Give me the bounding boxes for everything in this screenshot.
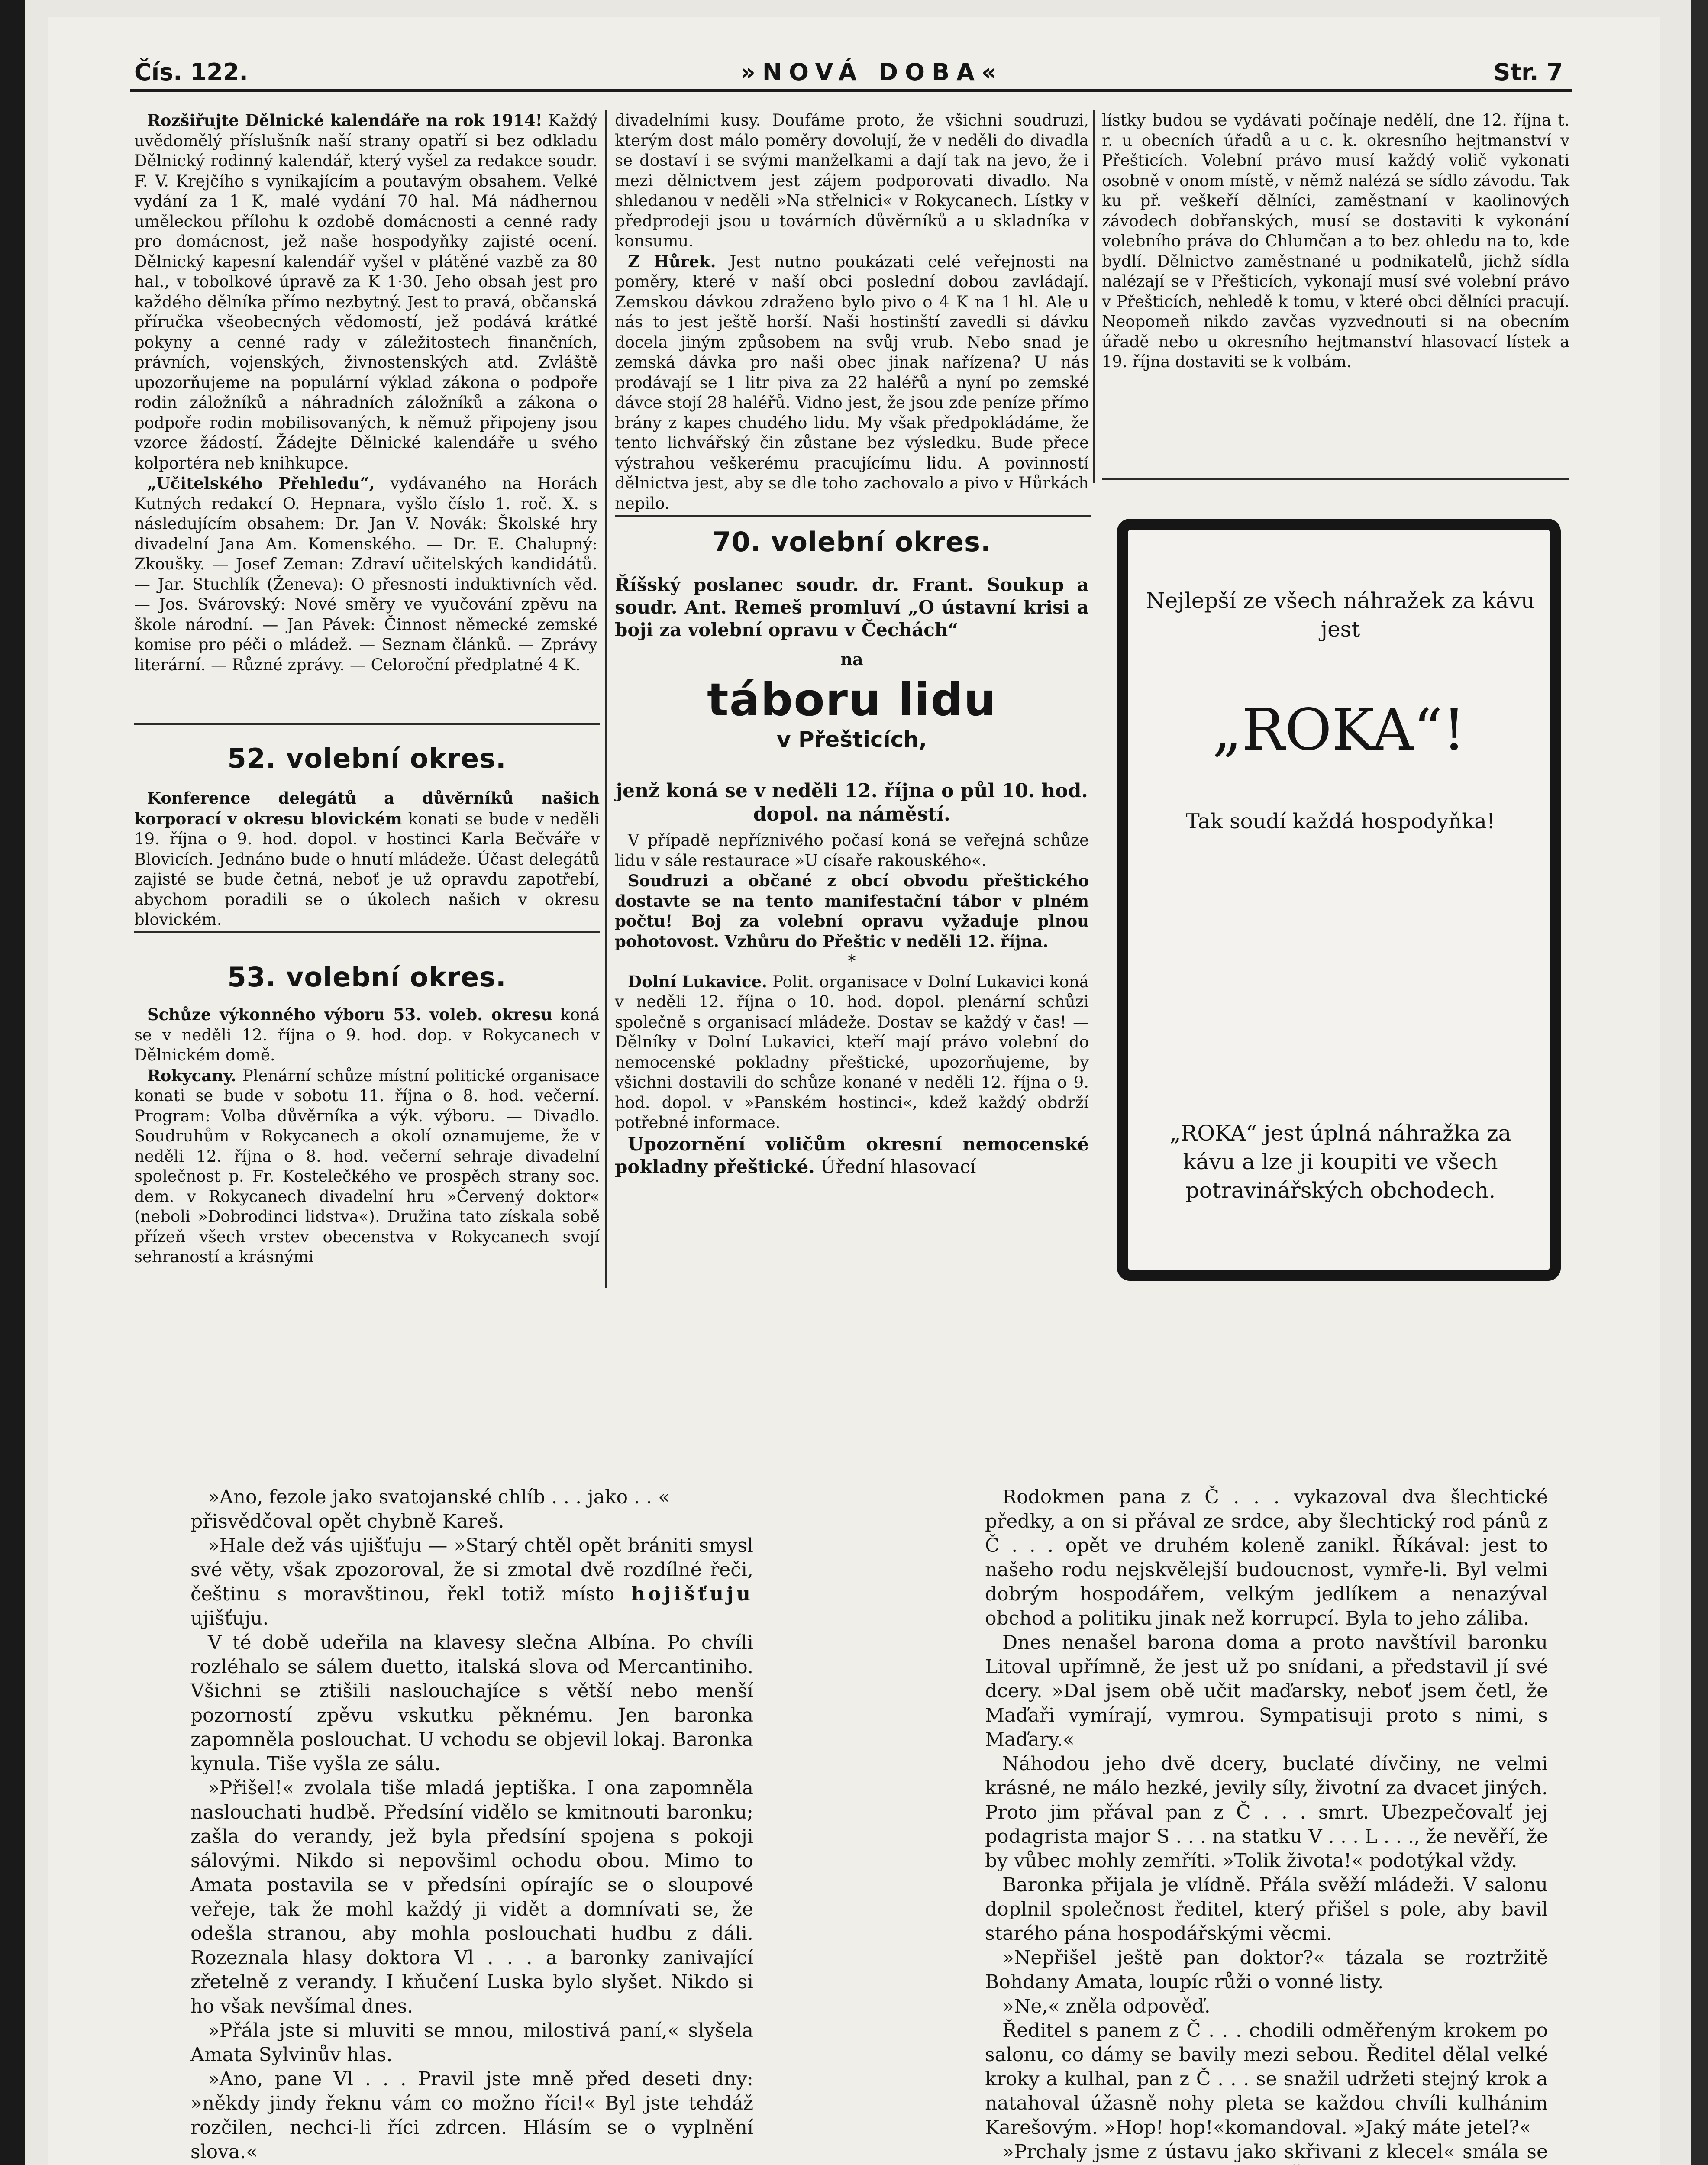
story-left-p2-end: ujišťuju. xyxy=(190,1607,269,1629)
section-52-text: konati se bude v neděli 19. října o 9. hod. dopol. v hostinci Karla Bečváře v Blovicích. Jednáno bude o hnutí mládeže. Účast delegátů zajisté se bude četná, neboť je už opravdu zapotřebí, abychom poradili se o úkolech našich v okresu blovickém. xyxy=(134,809,600,929)
scan-edge-right xyxy=(1691,0,1708,2165)
notice-text: Úřední hlasovací xyxy=(820,1156,976,1177)
separator-star: * xyxy=(848,952,856,970)
column-rule-1 xyxy=(605,110,607,1288)
section-53-text: koná se v neděli 12. října o 9. hod. dop. v Rokycanech v Dělnickém domě. xyxy=(134,1005,600,1064)
rokycany-text: Plenární schůze místní politické organisace konati se bude v sobotu 11. října o 8. hod. večerní. Program: Volba důvěrníka a výk. výboru. — Divadlo. Soudruhům v Rokycanech a okolí oznamujeme, že v neděli 12. října o 8. hod. večerní sehraje divadelní společnost p. Fr. Kostelečkého ve prospěch strany soc. dem. v Rokycanech divadelní hru »Červený doktor« (neboli »Dobrodinci lidstva«). Družina tato získala sobě přízeň všech vrstev obecenstva v Rokycanech svojí sehraností a krásnými xyxy=(134,1066,600,1266)
section-53-heading: Schůze výkonného výboru 53. voleb. okresu xyxy=(147,1005,552,1024)
theatre-continuation: divadelními kusy. Doufáme proto, že všichni soudruzi, kterým dost málo poměry dovolují, že v neděli do divadla se dostaví i se svými manželkami a dají tak na jevo, že i mezi dělnictvem jest zájem podporovati divadlo. Na shledanou v neděli »Na střelnici« v Rokycanech. Lístky v předprodeji jsou u továrních důvěrníků a u skladníka v konsumu. xyxy=(615,111,1089,250)
column-1-notices xyxy=(134,110,597,717)
story-left-p2-spaced: hojišťuju xyxy=(631,1583,753,1605)
rally-appeal: Soudruzi a občané z obcí obvodu přeštického dostavte se na tento manifestační tábor v plném počtu! Boj za volební opravu vyžaduje plnou pohotovost. Vzhůru do Přeštic v neděli 12. října. xyxy=(615,871,1089,951)
ad-top-text: Nejlepší ze všech náhražek za kávu jest xyxy=(1146,588,1535,642)
story-left-p1b: přisvědčoval opět chybně Kareš. xyxy=(190,1510,504,1532)
story-left-p6: »Ano, pane Vl . . . Pravil jste mně před deseti dny: »někdy jindy řeknu vám co možno říci!« Byl jste tehdáž rozčilen, nechci-li říci zdrcen. Hlásím se o vyplnění slova.« xyxy=(190,2068,753,2163)
calendar-text: Každý uvědomělý příslušník naší strany opatří si bez odkladu Dělnický rodinný kalendář, který vyšel za redakce soudr. F. V. Krejčího s vynikajícím a poutavým obsahem. Velké vydání za 1 K, malé vydání 70 hal. Má nádhernou uměleckou přílohu k ozdobě domácnosti a cenné rady pro domácnost, jež naše hospodyňky zajisté ocení. Dělnický kapesní kalendář vyšel v plátěné vazbě za 80 hal., v tobolkové úpravě za K 1·30. Jeho obsah jest pro každého dělníka přímo nezbytný. Jest to pravá, občanská příručka všeobecných vědomostí, jež podává krátké pokyny a cenné rady v záležitostech finančních, právních, vojenských, živnostenských atd. Zvláště upozorňujeme na populární výklad zákona o podpoře rodin záložníků a náhradních záložníků a zákona o podpoře rodin mobilisovaných, k němuž připojeny jsou vzorce žádostí. Žádejte Dělnické kalendáře u svého kolportéra neb knihkupce. xyxy=(134,111,597,472)
calendar-heading: Rozšiřujte Dělnické kalendáře na rok 1914! xyxy=(147,111,542,130)
ad-bottom-text: „ROKA“ jest úplná náhražka za kávu a lze ji koupiti ve všech potravinářských obchodech. xyxy=(1169,1121,1511,1203)
story-left-p5: »Přála jste si mluviti se mnou, milostivá paní,« slyšela Amata Sylvinův hlas. xyxy=(190,2020,753,2066)
story-left-p1: »Ano, fezole jako svatojanské chlíb . . . jako . . « xyxy=(208,1486,670,1508)
section-rule-53 xyxy=(134,931,600,933)
section-53-title: 53. volební okres. xyxy=(227,961,507,993)
story-right-p6: »Ne,« zněla odpověď. xyxy=(1002,1995,1211,2017)
section-70-intro: Říšský poslanec soudr. dr. Frant. Soukup a soudr. Ant. Remeš promluví „O ústavní krisi a boji za volební opravu v Čechách“ xyxy=(615,574,1089,640)
section-52-title: 52. volební okres. xyxy=(227,743,507,774)
lukavice-heading: Dolní Lukavice. xyxy=(628,972,768,991)
rally-na: na xyxy=(840,650,863,669)
column-rule-2 xyxy=(1093,110,1095,483)
scan-edge-left xyxy=(0,0,25,2165)
rally-place: v Přešticích, xyxy=(776,727,927,752)
story-right-p2: Dnes nenašel barona doma a proto navštívil baronku Litoval upřímně, že jest už po snídani, a představil jí své dcery. »Dal jsem obě učit maďarsky, neboť jsem četl, že Maďaři vymírají, vymrou. Sympatisuji proto s nimi, s Maďary.« xyxy=(985,1632,1548,1751)
column-2-notices xyxy=(615,110,1089,514)
rally-banner xyxy=(615,673,1089,752)
section-rule-70 xyxy=(615,515,1091,517)
story-right-p3: Náhodou jeho dvě dcery, buclaté dívčiny, ne velmi krásné, ne málo hezké, jevily síly, životní za dvacet jiných. Proto jim přával pan z Č . . . smrt. Ubezpečovalť jej podagrista major S . . . na statku V . . . L . . ., že nevěří, že by vůbec mohly zemříti. »Tolik života!« podotýkal vždy. xyxy=(985,1753,1548,1872)
notice-heading: Upozornění voličům okresní nemocenské pokladny přeštické. xyxy=(615,1133,1089,1177)
rally-weather: V případě nepříznivého počasí koná se veřejná schůze lidu v sále restaurace »U císaře rakouského«. xyxy=(615,831,1089,870)
feuilleton-right xyxy=(985,1485,1548,2165)
issue-number: Čís. 122. xyxy=(134,58,248,86)
newspaper-title: »NOVÁ DOBA« xyxy=(740,58,1004,86)
lukavice-text: Polit. organisace v Dolní Lukavici koná v neděli 12. října o 10. hod. dopol. plenární schůzi společně s organisací mládeže. Dostav se každý v čas! — Dělníky v Dolní Lukavici, kteří mají právo volební do nemocenské pokladny přeštické, upozorňujeme, by všichni dostavili do schůze konané v neděli 12. října o 9. hod. dopol. v »Panském hostinci«, kdež každý obdrží potřebné informace. xyxy=(615,972,1089,1132)
rokycany-heading: Rokycany. xyxy=(147,1066,237,1085)
col3-end-rule xyxy=(1102,478,1569,480)
header-rule xyxy=(130,89,1572,92)
rally-when: jenž koná se v neděli 12. října o půl 10. hod. dopol. na náměstí. xyxy=(616,780,1088,825)
section-70-body xyxy=(615,779,1089,1178)
story-right-p5: »Nepřišel ještě pan doktor?« tázala se roztržitě Bohdany Amata, loupíc růži o vonné listy. xyxy=(985,1947,1548,1993)
section-70-title: 70. volební okres. xyxy=(712,526,991,558)
story-right-p7: Ředitel s panem z Č . . . chodili odměřeným krokem po salonu, co dámy se bavily mezi sebou. Ředitel dělal velké kroky a kulhal, pan z Č . . . se snažil udržeti stejný krok a natahoval úžasně nohy pleta se každou chvíli kulhánim Karešovým. »Hop! hop!«komandoval. »Jaký máte jetel?« xyxy=(985,2020,1548,2139)
feuilleton-left xyxy=(190,1485,753,2165)
section-rule-52 xyxy=(134,723,600,725)
ucitelsky-prehled-heading: „Učitelského Přehledu“, xyxy=(147,474,375,493)
section-52-body xyxy=(134,788,600,930)
story-right-p4: Baronka přijala je vlídně. Přála svěží mládeži. V salonu doplnil společnost ředitel, který přišel s pole, aby bavil starého pána hospodářskými věcmi. xyxy=(985,1874,1548,1945)
roka-advertisement xyxy=(1117,519,1561,1281)
page-number: Str. 7 xyxy=(1493,58,1563,86)
ad-brand: „ROKA“! xyxy=(1212,697,1466,763)
story-left-p4: »Přišel!« zvolala tiše mladá jeptiška. I ona zapomněla naslouchati hudbě. Předsíní vidělo se kmitnouti baronku; zašla do verandy, jež byla předsíní spojena s pokoji sálovými. Nikdo si nepovšiml ochodu obou. Mimo to Amata postavila se v předsíni opírajíc se o sloupové veřeje, tak že mohl každý ji vidět a domnívati se, že odešla stranou, aby mohla poslouchati hudbu z dáli. Rozeznala hlasy doktora Vl . . . a baronky zanivající zřetelně z verandy. I kňučení Luska bylo slyšet. Nikdo si ho však nevšímal dnes. xyxy=(190,1777,753,2017)
section-52-heading: Konference delegátů a důvěrníků našich korporací v okresu blovickém xyxy=(134,788,600,828)
story-left-p2: »Hale dež vás ujišťuju — »Starý chtěl opět brániti smysl své věty, však zpozoroval, že si zmotal dvě rozdílné řeči, češtinu s moravštinou, řekl totiž místo xyxy=(190,1535,753,1605)
story-right-p8: »Prchaly jsme z ústavu jako skřivani z klecel« smála se xyxy=(1002,2141,1548,2163)
rally-title: táboru lidu xyxy=(707,673,997,726)
story-right-p1: Rodokmen pana z Č . . . vykazoval dva šlechtické předky, a on si přával ze srdce, aby šlechtický rod pánů z Č . . . opět ve druhém koleně zanikl. Říkával: jest to našeho rodu nejskvělejší budoucnost, vymře-li. Byl velmi dobrým hospodářem, velkým jedlíkem a nenazýval obchod a politiku jinak než korrupcí. Byla to jeho záliba. xyxy=(985,1486,1548,1629)
ad-slogan: Tak soudí každá hospodyňka! xyxy=(1185,809,1495,834)
election-text: lístky budou se vydávati počínaje nedělí, dne 12. října t. r. u obecních úřadů a u c. k. okresního hejtmanství v Přešticích. Volební právo musí každý volič vykonati osobně v onom místě, v němž nalézá se sídlo závodu. Tak ku př. veškeří dělníci, zaměstnaní v kaolinových závodech dobřanských, musí se dostaviti k vykonání volebního práva do Chlumčan a to bez ohledu na to, kde bydlí. Dělnictvo zaměstnané u podnikatelů, jichž sídla nalézají se v Přešticích, vykonají musí své volební právo v Přešticích, nehledě k tomu, v které obci dělníci pracují. Neopomeň nikdo zavčas vyzvednouti si na obecním úřadě nebo u okresního hejtmanství hlasovací lístek a 19. října dostaviti se k volbám. xyxy=(1102,111,1569,371)
ucitelsky-prehled-text: vydávaného na Horách Kutných redakcí O. Hepnara, vyšlo číslo 1. roč. X. s následujícím obsahem: Dr. Jan V. Novák: Školské hry divadelní Jana Am. Komenského. — Dr. E. Chalupný: Zkoušky. — Josef Zeman: Zdraví učitelských kandidátů. — Jar. Stuchlík (Ženeva): O přesnosti induktivních věd. — Jos. Svárovský: Nové směry ve vyučování zpěvu na škole národní. — Jan Pávek: Činnost německé zemské komise pro péči o mládež. — Seznam článků. — Zprávy literární. — Různé zprávy. — Celoroční předplatné 4 K. xyxy=(134,474,597,674)
column-3-notices xyxy=(1102,110,1569,372)
hurek-heading: Z Hůrek. xyxy=(628,252,716,271)
hurek-text: Jest nutno poukázati celé veřejnosti na poměry, které v naší obci poslední dobou zavládají. Zemskou dávkou zdraženo bylo pivo o 4 K na 1 hl. Ale u nás to jest ještě horší. Naši hostinští zavedli si dávku docela jiným způsobem na svůj vrub. Nebo snad je zemská dávka pro naši obec jinak nařízena? U nás prodávají se 1 litr piva za 22 haléřů a nyní po zemské dávce stojí 28 haléřů. Vidno jest, že jsou zde peníze přímo brány z kapes chudého lidu. My však předpokládáme, že tento lichvářský čin zůstane bez výsledku. Bude přece výstrahou veškerému pracujícímu lidu. A povinností dělnictva jest, aby se dle toho zachovalo a pivo v Hůrkách nepilo. xyxy=(615,252,1089,513)
story-left-p3: V té době udeřila na klavesy slečna Albína. Po chvíli rozléhalo se sálem duetto, italská slova od Mercantiniho. Všichni se ztišili naslouchajíce s větší nebo menší pozorností zpěvu vskutku pěknému. Jen baronka zapomněla poslouchat. U vchodu se objevil lokaj. Baronka kynula. Tiše vyšla ze sálu. xyxy=(190,1632,753,1775)
section-53-body xyxy=(134,1005,600,1267)
